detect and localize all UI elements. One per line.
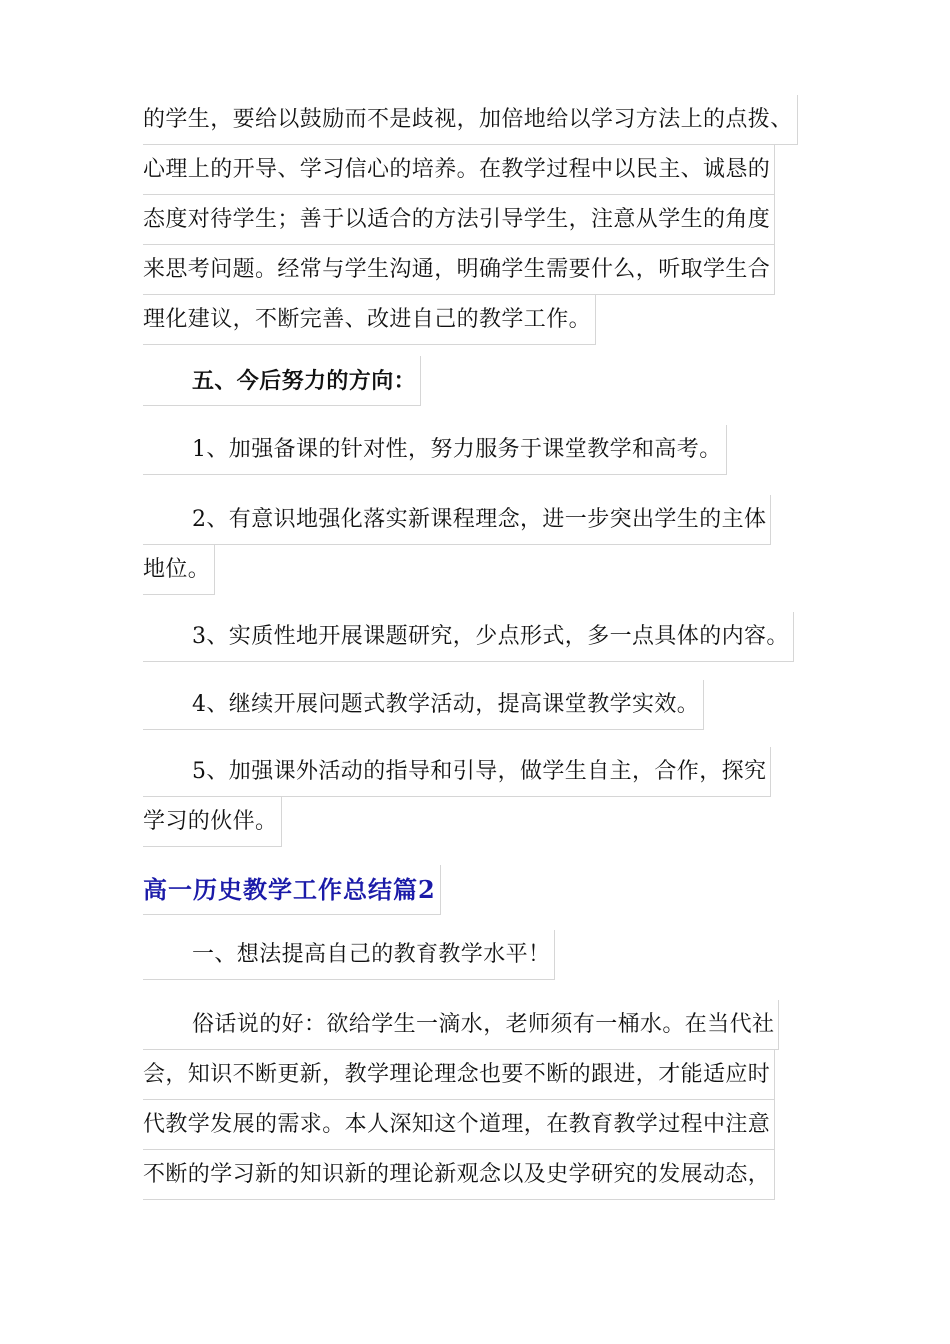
section-title: 五、今后努力的方向： [143, 356, 421, 406]
list-item: 5、加强课外活动的指导和引导，做学生自主，合作，探究 [143, 747, 771, 797]
paragraph-line: 代教学发展的需求。本人深知这个道理，在教育教学过程中注意 [143, 1100, 775, 1150]
list-item: 1、加强备课的针对性，努力服务于课堂教学和高考。 [143, 425, 727, 475]
list-item: 3、实质性地开展课题研究，少点形式，多一点具体的内容。 [143, 612, 794, 662]
subheading: 一、想法提高自己的教育教学水平！ [143, 930, 555, 980]
paragraph-line: 俗话说的好：欲给学生一滴水，老师须有一桶水。在当代社 [143, 1000, 779, 1050]
paragraph-line: 理化建议，不断完善、改进自己的教学工作。 [143, 295, 596, 345]
paragraph-line: 来思考问题。经常与学生沟通，明确学生需要什么，听取学生合 [143, 245, 775, 295]
list-item: 2、有意识地强化落实新课程理念，进一步突出学生的主体 [143, 495, 771, 545]
paragraph-line: 心理上的开导、学习信心的培养。在教学过程中以民主、诚恳的 [143, 145, 775, 195]
article-heading: 高一历史教学工作总结篇2 [143, 865, 441, 915]
paragraph-line: 的学生，要给以鼓励而不是歧视，加倍地给以学习方法上的点拨、 [143, 95, 798, 145]
paragraph-line: 会，知识不断更新，教学理论理念也要不断的跟进，才能适应时 [143, 1050, 775, 1100]
paragraph-line: 不断的学习新的知识新的理论新观念以及史学研究的发展动态， [143, 1150, 775, 1200]
list-item-continuation: 学习的伙伴。 [143, 797, 282, 847]
paragraph-line: 态度对待学生；善于以适合的方法引导学生，注意从学生的角度 [143, 195, 775, 245]
list-item-continuation: 地位。 [143, 545, 215, 595]
list-item: 4、继续开展问题式教学活动，提高课堂教学实效。 [143, 680, 704, 730]
